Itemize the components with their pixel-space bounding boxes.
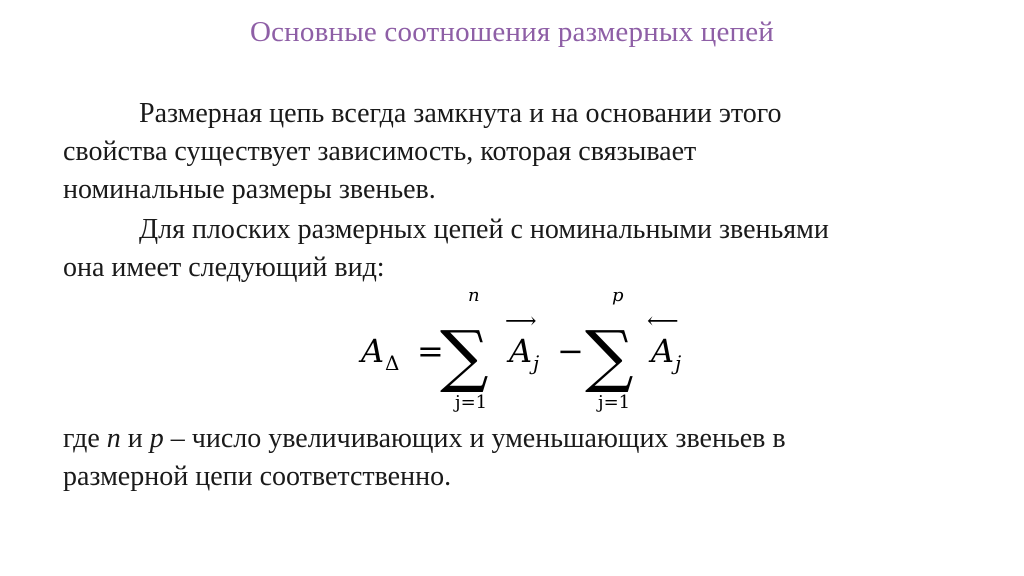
sum1-sigma: ∑ xyxy=(440,317,489,396)
dimension-chain-formula xyxy=(355,284,715,414)
term2-letter: A xyxy=(651,332,675,370)
sum1-upper-limit: n xyxy=(468,285,480,306)
term1-subscript: j xyxy=(533,351,540,375)
paragraph-line-text: Для плоских размерных цепей с номинальными звеньями xyxy=(139,214,829,245)
sum1-lower-limit: j=1 xyxy=(455,392,488,413)
paragraph-closed-chain xyxy=(63,95,983,209)
right-arrow-icon: ⟶ xyxy=(505,309,537,334)
where-prefix: где xyxy=(63,423,107,454)
paragraph-line xyxy=(63,420,983,458)
paragraph-line-text: Размерная цепь всегда замкнута и на основании этого xyxy=(139,98,782,129)
paragraph-planar-chains xyxy=(63,211,983,287)
sum2-upper-limit: p xyxy=(612,285,624,306)
paragraph-where xyxy=(63,420,983,496)
where-mid: и xyxy=(120,423,150,454)
formula-lhs-subscript: Δ xyxy=(385,351,400,375)
formula-minus: − xyxy=(557,332,584,370)
slide-title: Основные соотношения размерных цепей xyxy=(249,16,775,48)
sum2-sigma: ∑ xyxy=(585,317,634,396)
term1-letter: A xyxy=(509,332,533,370)
sum2-lower-limit: j=1 xyxy=(598,392,631,413)
paragraph-line: свойства существует зависимость, которая связывает xyxy=(63,136,697,167)
paragraph-line: размерной цепи соответственно. xyxy=(63,461,452,492)
term2-subscript: j xyxy=(675,351,682,375)
var-p: p xyxy=(149,423,164,454)
var-n: n xyxy=(106,423,121,454)
formula-lhs-letter: A xyxy=(361,332,385,370)
paragraph-line xyxy=(63,95,983,133)
formula-equals: = xyxy=(417,332,444,370)
where-suffix: – число увеличивающих и уменьшающих звеньев в xyxy=(163,423,786,454)
paragraph-line: номинальные размеры звеньев. xyxy=(63,174,436,205)
formula-svg xyxy=(355,284,715,414)
left-arrow-icon: ⟵ xyxy=(647,309,679,334)
paragraph-line xyxy=(63,211,983,249)
paragraph-line: она имеет следующий вид: xyxy=(63,252,385,283)
